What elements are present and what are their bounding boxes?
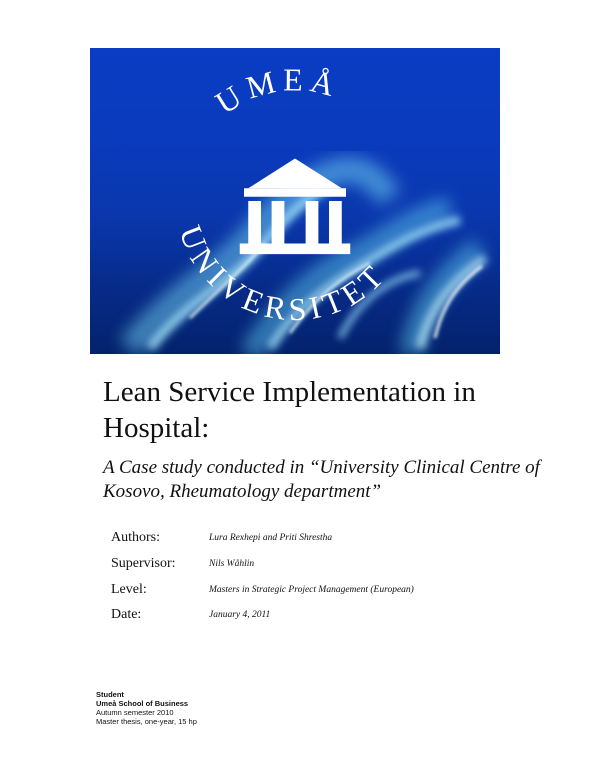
footer-semester: Autumn semester 2010 bbox=[96, 708, 174, 717]
document-subtitle: A Case study conducted in “University Clinical Centre of Kosovo, Rheumatology department” bbox=[103, 457, 540, 502]
svg-text:UMEÅ: UMEÅ bbox=[209, 62, 345, 121]
date-value: January 4, 2011 bbox=[209, 610, 271, 620]
authors-label: Authors: bbox=[111, 530, 160, 545]
supervisor-row bbox=[111, 556, 551, 576]
svg-text:UNIVERSITET: UNIVERSITET bbox=[172, 220, 394, 328]
footer-school: Umeå School of Business bbox=[96, 699, 189, 708]
footer-thesis: Master thesis, one-year, 15 hp bbox=[96, 717, 197, 726]
level-row bbox=[111, 582, 551, 602]
supervisor-value: Nils Wåhlin bbox=[209, 559, 255, 569]
date-row bbox=[111, 607, 551, 627]
university-seal-icon bbox=[90, 48, 500, 354]
document-title: Lean Service Implementation in Hospital: bbox=[103, 376, 476, 444]
cover-image bbox=[90, 48, 500, 354]
date-label: Date: bbox=[111, 607, 142, 622]
footer-info bbox=[96, 690, 197, 726]
level-label: Level: bbox=[111, 582, 147, 597]
authors-value: Lura Rexhepi and Priti Shrestha bbox=[209, 533, 333, 543]
level-value: Masters in Strategic Project Management (European) bbox=[209, 585, 414, 595]
supervisor-label: Supervisor: bbox=[111, 556, 176, 571]
authors-row bbox=[111, 530, 551, 550]
footer-role: Student bbox=[96, 690, 124, 699]
